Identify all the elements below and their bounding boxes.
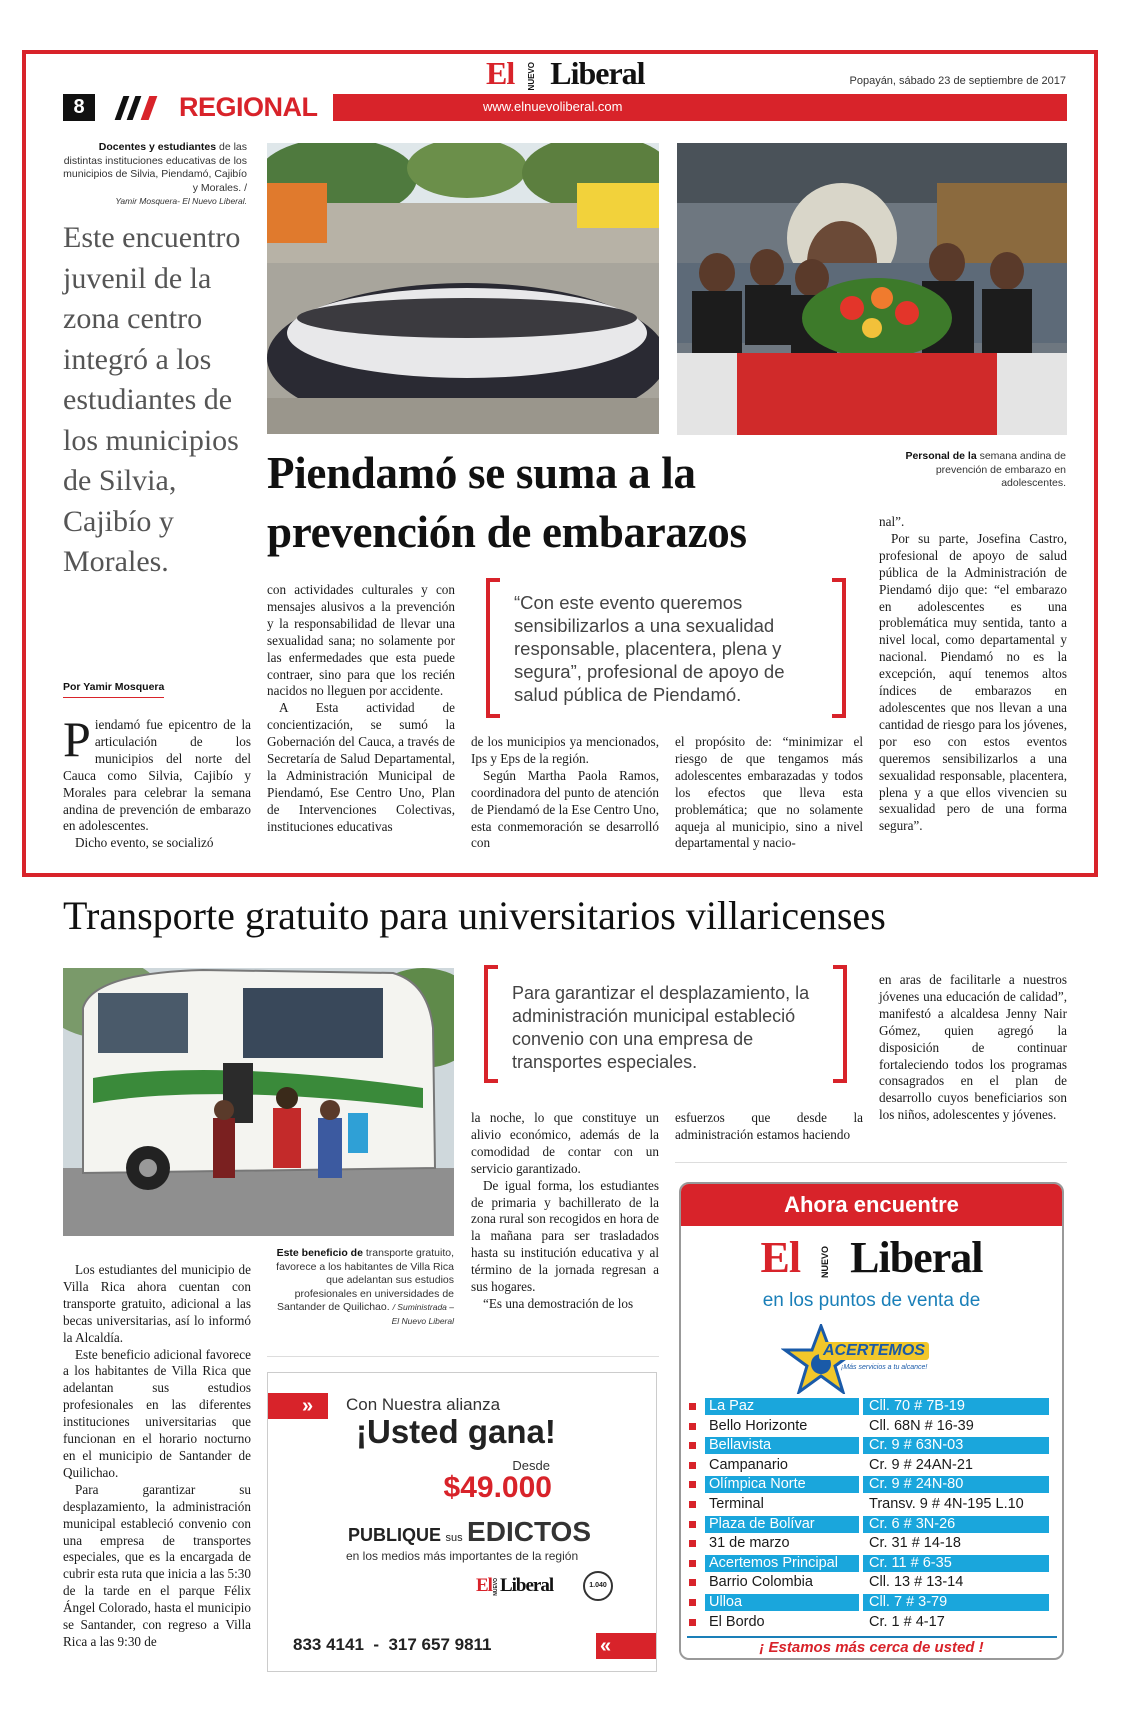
- article1-col2: con actividades culturales y con mensajes alusivos a la prevención y la responsabilidad de llevar una sexualidad sana; no solamente por las enfermedades que esta puede contraer, sino para que los recién nacidos no lleguen por accidente. A Esta actividad de concientización, se sumó la Gobernación del Cauca, a través de Secretaría de Salud Departamental, la Administración Municipal de Piendamó, Ese Centro Uno, Plan de Intervenciones Colectivas, instituciones educativas: [267, 582, 455, 834]
- location-row: Plaza de Bolívar Cr. 6 # 3N-26: [685, 1516, 1057, 1533]
- article1-col1: Piendamó fue epicentro de la articulación de los municipios del norte del Cauca como Silvia, Cajibío y Morales para celebrar la semana andina de prevención de embarazo en adolescentes. Dicho evento, se socializó: [63, 711, 251, 851]
- page-number-box: 8: [63, 94, 95, 121]
- ad-line2: ¡Usted gana!: [356, 1413, 556, 1450]
- ad-footer-rule: [687, 1636, 1057, 1638]
- red-rule: [333, 94, 1067, 121]
- drop-cap: P: [63, 711, 91, 767]
- article2-headline: Transporte gratuito para universitarios villaricenses: [63, 893, 886, 938]
- location-row: La Paz Cll. 70 # 7B-19: [685, 1398, 1057, 1415]
- panel-illustration: [677, 143, 1067, 435]
- location-row: Barrio Colombia Cll. 13 # 13-14: [685, 1574, 1057, 1591]
- location-row: Acertemos Principal Cr. 11 # 6-35: [685, 1555, 1057, 1572]
- ad-phones[interactable]: 833 4141 - 317 657 9811: [293, 1635, 492, 1654]
- red-arrow-tab: [268, 1393, 328, 1419]
- ad-publique-line: PUBLIQUE sus EDICTOS: [348, 1516, 591, 1547]
- photo-prevention-panel: [677, 143, 1067, 435]
- quote2-bracket-right: [833, 965, 847, 1083]
- acertemos-ad-logo: El NUEVO Liberal: [760, 1233, 983, 1282]
- double-chevron-icon: »: [302, 1395, 314, 1417]
- article2-col2: la noche, lo que constituye un alivio económico, además de la comodidad de contar con un servicio garantizado. De igual forma, los estudiantes de primaria y bachillerato de la zona rural son recogidos en hora de la mañana para ser trasladados hasta su institución educativa y al término de la jornada regresan a sus hogares. “Es una demostración de los: [471, 1110, 659, 1311]
- divider-rule-2: [267, 1356, 659, 1357]
- article2-col3: esfuerzos que desde la administración estamos haciendo: [675, 1110, 863, 1142]
- edictos-ad[interactable]: [267, 1372, 657, 1672]
- photo-bus-students: [63, 968, 454, 1236]
- location-row: Olímpica Norte Cr. 9 # 24N-80: [685, 1476, 1057, 1493]
- ad-logo: ElNUEVOLiberal: [476, 1575, 554, 1596]
- location-row: Campanario Cr. 9 # 24AN-21: [685, 1457, 1057, 1474]
- dateline: Popayán, sábado 23 de septiembre de 2017: [849, 75, 1066, 87]
- ad-desde: Desde: [512, 1458, 550, 1473]
- article-headline: Piendamó se suma a la prevención de embarazos: [267, 448, 747, 557]
- red-arrow-tab-bottom: [596, 1633, 656, 1659]
- article2-col1: Los estudiantes del municipio de Villa Rica ahora cuentan con transporte gratuito, adicional a las becas universitarias, así lo informó la Alcaldía. Este beneficio adicional favorece a los habitantes de Villa Rica que adelantan sus estudios profesionales en las diferentes instituciones universitarias que funcionan en el horario nocturno en el municipio de Santander de Quilichao. Para garantizar su desplazamiento, la administración municipal estableció convenio con una empresa de transportes especiales, que es la encargada de cubrir esta ruta que inicia a las 5:30 de la tarde en el parque Félix Ángel Colorado, hasta el municipio se Santander, con regreso a Villa Rica a las 9:30 de: [63, 1262, 251, 1649]
- acertemos-ad[interactable]: [679, 1182, 1064, 1660]
- article2-photo-caption: Este beneficio de transporte gratuito, favorece a los habitantes de Villa Rica que adelantan sus estudios profesionales en universidades de Santander de Quilichao. / Suministrada –El Nuevo Liberal: [276, 1247, 454, 1326]
- ad-line1: Con Nuestra alianza: [346, 1395, 501, 1414]
- location-row: 31 de marzo Cr. 31 # 14-18: [685, 1535, 1057, 1552]
- article1-col4: el propósito de: “minimizar el riesgo de que tengamos más adolescentes embarazadas y todos los efectos que lleva esta problemática; que no solamente aqueja al municipio, sino a nivel departamental y nacio-: [675, 734, 863, 851]
- location-row: El Bordo Cr. 1 # 4-17: [685, 1614, 1057, 1631]
- double-chevron-left-icon: «: [600, 1635, 612, 1657]
- ad-subheader: en los puntos de venta de: [762, 1290, 981, 1311]
- location-row: Bellavista Cr. 9 # 63N-03: [685, 1437, 1057, 1454]
- quote-bracket-left: [486, 578, 500, 718]
- article2-col4: en aras de facilitarle a nuestros jóvenes una educación de calidad”, manifestó a alcaldesa Jenny Nair Gómez, quien agregó la disposición de continuar fortaleciendo todos los programas consagrados en el plan de desarrollo cuyos beneficiarios son los niños, adolescentes y jóvenes.: [879, 972, 1067, 1123]
- article2-pull-quote: Para garantizar el desplazamiento, la administración municipal estableció convenio con una empresa de transportes especiales.: [512, 983, 810, 1072]
- pull-quote: “Con este evento queremos sensibilizarlos a una sexualidad responsable, placentera, plena y segura”, profesional de apoyo de salud pública de Piendamó.: [514, 592, 785, 705]
- slash-decoration: [119, 96, 169, 120]
- ad-badge: 1.040: [583, 1571, 613, 1601]
- photo-caption-right: Personal de la semana andina de prevención de embarazo en adolescentes.: [905, 450, 1066, 489]
- article1-col5: nal”. Por su parte, Josefina Castro, profesional de apoyo de salud pública de la Administración de Piendamó dijo que: “el embarazo en adolescentes es una problemática muy sentida, tanto a nivel local, como departamental y nacional. Piendamó no es la excepción, aquí tenemos altos índices de embarazos en adolescentes que nos llevan a una cantidad de riesgo para los jóvenes, por eso con estos eventos queremos sensibilizarlos a una sexualidad responsable, placentera, plena y a que ellos vivencien su sexualidad pero de una forma segura”.: [879, 514, 1067, 834]
- ad-price: $49.000: [443, 1471, 552, 1504]
- bus-illustration: [63, 968, 454, 1236]
- acertemos-brand: ACERTEMOS ¡Más servicios a tu alcance!: [781, 1324, 981, 1394]
- photo-students-crowd: [267, 143, 659, 434]
- location-row: Bello Horizonte Cll. 68N # 16-39: [685, 1418, 1057, 1435]
- section-title: REGIONAL: [179, 92, 318, 122]
- pull-lead: Este encuentro juvenil de la zona centro integró a los estudiantes de los municipios de Silvia, Cajibío y Morales.: [63, 221, 241, 578]
- byline: Por Yamir Mosquera: [63, 681, 164, 698]
- article1-col3: de los municipios ya mencionados, Ips y Eps de la región. Según Martha Paola Ramos, coordinadora del punto de atención de Piendamó de la Ese Centro Uno, esta conmemoración se desarrolló con: [471, 734, 659, 851]
- quote-bracket-right: [832, 578, 846, 718]
- photo-caption-left: Docentes y estudiantes de las distintas instituciones educativas de los municipios de Silvia, Piendamó, Cajibío y Morales. / Yamir Mosquera- El Nuevo Liberal.: [63, 141, 247, 206]
- ad-footer: ¡ Estamos más cerca de usted !: [759, 1639, 984, 1656]
- website-url[interactable]: www.elnuevoliberal.com: [483, 99, 623, 114]
- masthead-logo: El NUEVO Liberal: [486, 55, 645, 91]
- location-row: Terminal Transv. 9 # 4N-195 L.10: [685, 1496, 1057, 1513]
- section-bar: [63, 94, 1067, 121]
- divider-rule: [675, 1162, 1067, 1163]
- quote2-bracket-left: [484, 965, 498, 1083]
- ad-tagline: en los medios más importantes de la región: [346, 1549, 579, 1563]
- location-row: Ulloa Cll. 7 # 3-79: [685, 1594, 1057, 1611]
- students-crowd-illustration: [267, 143, 659, 434]
- ad-header-bar: Ahora encuentre: [681, 1184, 1062, 1226]
